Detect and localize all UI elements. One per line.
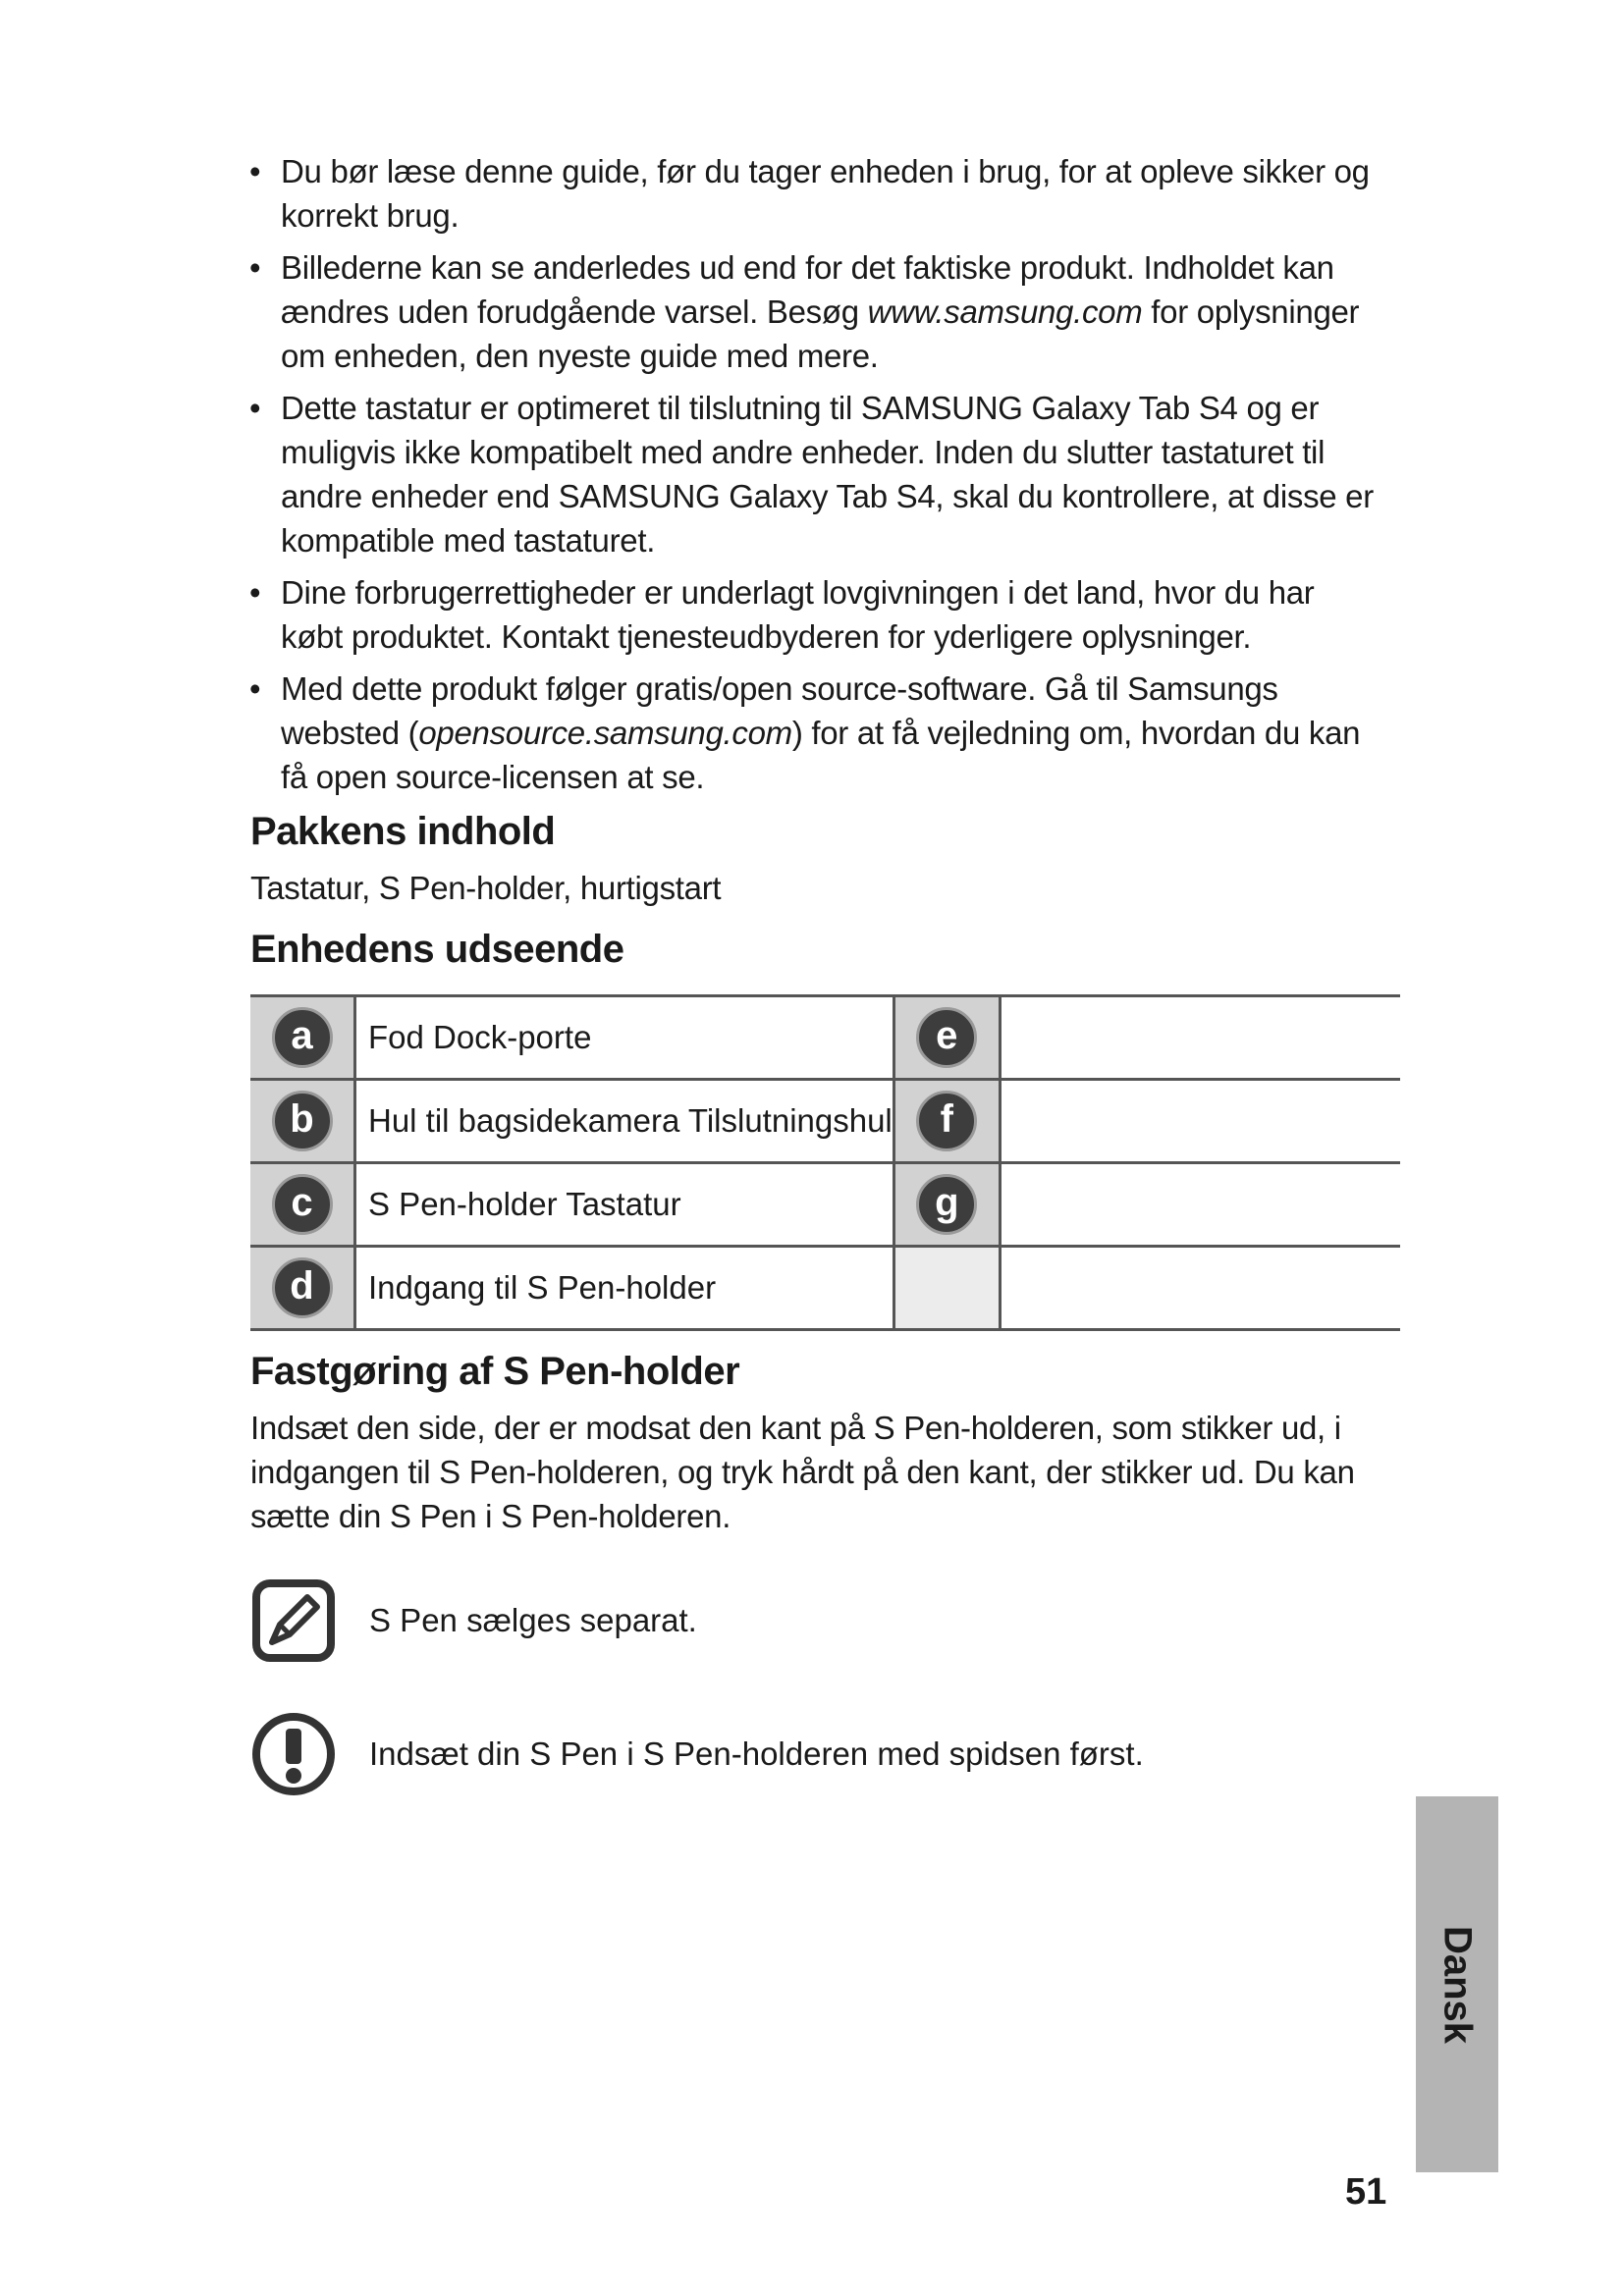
package-heading: Pakkens indhold bbox=[250, 810, 556, 853]
badge-b-icon: b bbox=[272, 1091, 333, 1151]
note-text: S Pen sælges separat. bbox=[369, 1602, 697, 1638]
table-row bbox=[250, 1163, 1400, 1247]
bullet-item bbox=[245, 570, 1384, 659]
language-side-tab bbox=[1416, 1796, 1498, 2172]
language-label: Dansk bbox=[1435, 1925, 1480, 2044]
badge-e-icon: e bbox=[916, 1007, 977, 1068]
bullet-text: Med dette produkt følger gratis/open source-software. Gå til Samsungs websted ( bbox=[281, 670, 1278, 751]
part-label: Fod Dock-porte bbox=[355, 996, 894, 1080]
table-row bbox=[250, 1247, 1400, 1330]
badge-c-icon: c bbox=[272, 1174, 333, 1235]
bullet-text: for oplysninger om enheden, den nyeste guide med mere. bbox=[281, 294, 1360, 374]
bullet-dot: • bbox=[249, 249, 261, 286]
table-row bbox=[250, 996, 1400, 1080]
note-pencil-icon bbox=[250, 1577, 337, 1664]
caution-text: Indsæt din S Pen i S Pen-holderen med spidsen først. bbox=[369, 1735, 1144, 1772]
bullet-dot: • bbox=[249, 670, 261, 707]
bullet-item bbox=[245, 667, 1384, 799]
package-contents-text: Tastatur, S Pen-holder, hurtigstart bbox=[250, 870, 722, 906]
bullet-dot: • bbox=[249, 153, 261, 189]
parts-table bbox=[250, 994, 1400, 1331]
page-number: 51 bbox=[1345, 2171, 1387, 2213]
samsung-link[interactable]: www.samsung.com bbox=[867, 294, 1143, 330]
badge-f-icon: f bbox=[916, 1091, 977, 1151]
opensource-link[interactable]: opensource.samsung.com bbox=[418, 715, 792, 751]
caution-icon bbox=[250, 1711, 337, 1797]
bullet-text: Du bør læse denne guide, før du tager enheden i brug, for at opleve sikker og korrekt brug. bbox=[281, 153, 1370, 234]
bullet-item bbox=[245, 149, 1384, 238]
empty-badge-cell bbox=[893, 1247, 1000, 1330]
table-row bbox=[250, 1080, 1400, 1163]
caution-row bbox=[250, 1711, 1144, 1797]
part-label: Hul til bagsidekamera Tilslutningshul bbox=[355, 1080, 894, 1163]
part-label: S Pen-holder Tastatur bbox=[355, 1163, 894, 1247]
empty-cell bbox=[1000, 1080, 1400, 1163]
appearance-heading: Enhedens udseende bbox=[250, 928, 624, 971]
part-label: Indgang til S Pen-holder bbox=[355, 1247, 894, 1330]
badge-g-icon: g bbox=[916, 1174, 977, 1235]
bullet-text: Billederne kan se anderledes ud end for det faktiske produkt. Indholdet kan ændres uden forudgående varsel. Besøg bbox=[281, 249, 1334, 330]
bullet-dot: • bbox=[249, 574, 261, 611]
bullet-item bbox=[245, 386, 1384, 562]
empty-cell bbox=[1000, 1163, 1400, 1247]
empty-cell bbox=[1000, 996, 1400, 1080]
bullet-text: ) for at få vejledning om, hvordan du kan få open source-licensen at se. bbox=[281, 715, 1361, 795]
attach-heading: Fastgøring af S Pen-holder bbox=[250, 1350, 740, 1393]
bullet-text: Dette tastatur er optimeret til tilslutning til SAMSUNG Galaxy Tab S4 og er muligvis ikke kompatibelt med andre enheder. Inden du slutter tastaturet til andre enheder end SAMSUNG Galaxy Tab S4, skal du kontrollere, at disse er kompatible med tastaturet. bbox=[281, 390, 1374, 559]
badge-d-icon: d bbox=[272, 1257, 333, 1318]
note-row bbox=[250, 1577, 697, 1664]
bullet-text: Dine forbrugerrettigheder er underlagt lovgivningen i det land, hvor du har købt produktet. Kontakt tjenesteudbyderen for yderligere oplysninger. bbox=[281, 574, 1315, 655]
badge-a-icon: a bbox=[272, 1007, 333, 1068]
intro-bullet-list bbox=[245, 149, 1384, 807]
bullet-item bbox=[245, 245, 1384, 378]
attach-text: Indsæt den side, der er modsat den kant på S Pen-holderen, som stikker ud, i indgangen til S Pen-holderen, og tryk hårdt på den kant, der stikker ud. Du kan sætte din S Pen i S Pen-holderen. bbox=[250, 1410, 1355, 1534]
bullet-dot: • bbox=[249, 390, 261, 426]
empty-cell bbox=[1000, 1247, 1400, 1330]
